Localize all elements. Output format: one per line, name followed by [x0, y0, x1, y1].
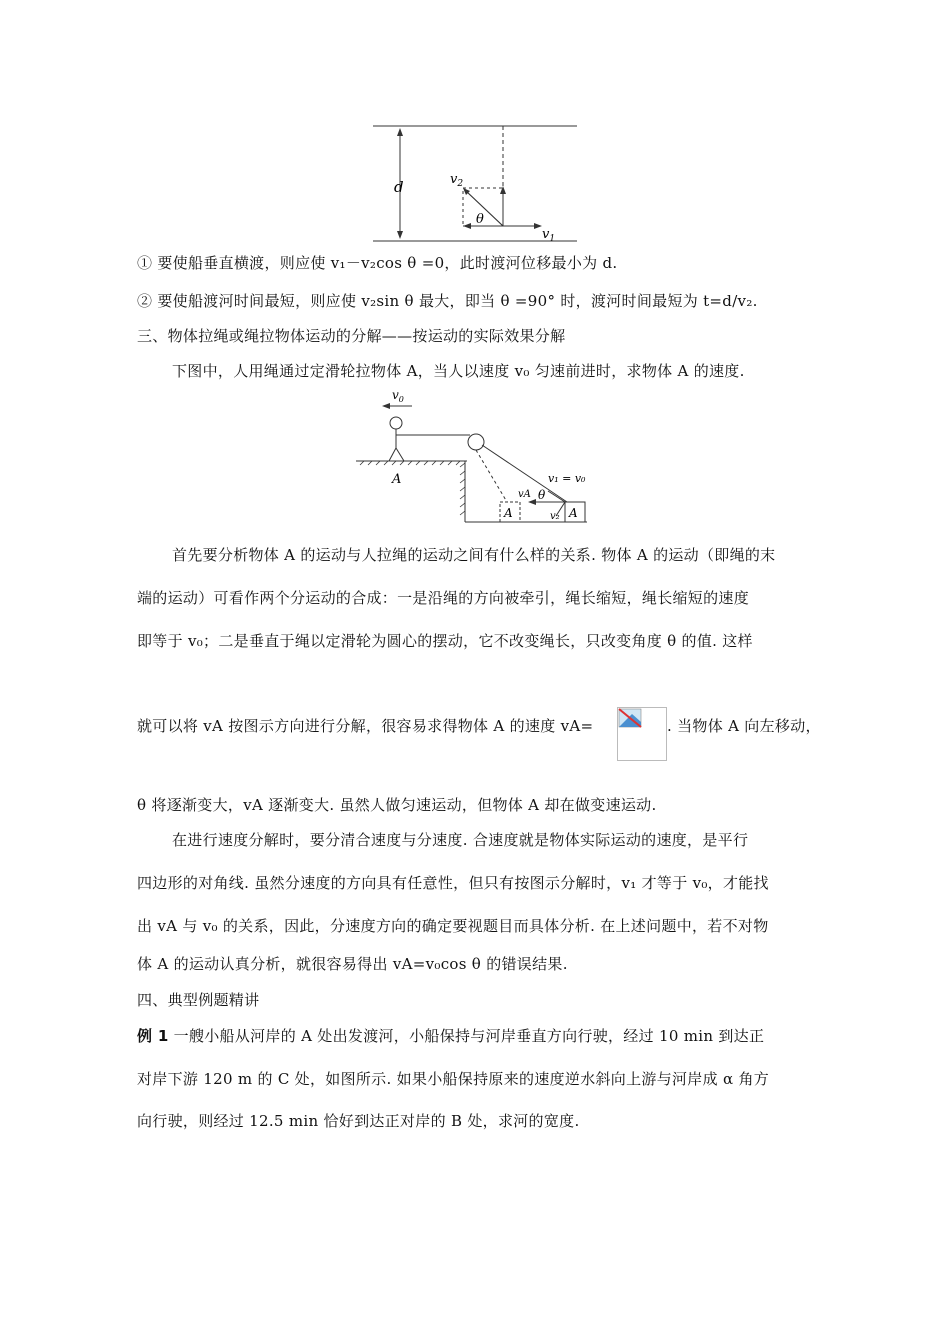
cliff-hatch	[460, 463, 465, 515]
v1-equals-v0-label: v₁ = v₀	[548, 472, 586, 485]
para2-line-b: 四边形的对角线. 虽然分速度的方向具有任意性，但只有按图示分解时，v₁ 才等于 v₀，才能找	[137, 874, 769, 892]
d-label: d	[394, 178, 404, 196]
section-heading-4: 四、典型例题精讲	[137, 991, 260, 1009]
person-label-A: A	[392, 472, 402, 487]
text-line-1: ① 要使船垂直横渡，则应使 v₁－v₂cos θ =0，此时渡河位移最小为 d.	[137, 254, 618, 272]
v0-label: $v_0$	[392, 388, 404, 404]
block-A-label: A	[569, 506, 578, 520]
example-text-a: 一艘小船从河岸的 A 处出发渡河，小船保持与河岸垂直方向行驶，经过 10 min 到达正	[168, 1027, 765, 1045]
v2-component-label: v₂	[550, 511, 560, 522]
example-line-a	[137, 1025, 764, 1046]
person-leg-right	[396, 448, 404, 461]
vA-label: vA	[518, 489, 531, 500]
example-label: 例 1	[137, 1027, 169, 1045]
v2-vector	[466, 191, 503, 226]
v0-arrowhead	[382, 403, 390, 409]
theta-angle-label: θ	[538, 488, 546, 502]
v1-arrowhead	[534, 223, 542, 229]
para1-line-a: 首先要分析物体 A 的运动与人拉绳的运动之间有什么样的关系. 物体 A 的运动（即绳的末	[172, 546, 776, 564]
ground-hatch	[360, 461, 460, 465]
para2-line-a: 在进行速度分解时，要分清合速度与分速度. 合速度就是物体实际运动的速度，是平行	[172, 831, 749, 849]
example-line-b: 对岸下游 120 m 的 C 处，如图所示. 如果小船保持原来的速度逆水斜向上游与河岸成 α 角方	[137, 1070, 770, 1088]
block-A-dashed-label: A	[504, 506, 513, 520]
width-arrow-top	[397, 128, 403, 136]
v2-label: $v_2$	[450, 172, 464, 189]
section-heading-3: 三、物体拉绳或绳拉物体运动的分解——按运动的实际效果分解	[137, 327, 566, 345]
pulley-figure	[352, 385, 602, 530]
river-crossing-figure	[370, 118, 580, 246]
theta-label: θ	[476, 212, 484, 227]
v1-label: $v_1$	[542, 227, 556, 244]
para2-line-c: 出 vA 与 v₀ 的关系，因此，分速度方向的确定要视题目而具体分析. 在上述问题中，若不对物	[137, 917, 769, 935]
text-line-4: 下图中，人用绳通过定滑轮拉物体 A，当人以速度 v₀ 匀速前进时，求物体 A 的速度.	[172, 362, 745, 380]
rope-dashed	[476, 450, 507, 502]
para1-line-d-right: . 当物体 A 向左移动，	[667, 717, 821, 735]
person-leg-left	[389, 448, 396, 461]
para1-line-d-left: 就可以将 vA 按图示方向进行分解，很容易求得物体 A 的速度 vA=	[137, 717, 594, 735]
width-arrow-bottom	[397, 231, 403, 239]
para1-line-e: θ 将逐渐变大，vA 逐渐变大. 虽然人做匀速运动，但物体 A 却在做变速运动.	[137, 796, 657, 814]
v1-component	[548, 491, 565, 502]
text-line-2: ② 要使船渡河时间最短，则应使 v₂sin θ 最大，即当 θ =90° 时，渡河时间最短为 t=d/v₂.	[137, 292, 758, 310]
river-direction-head	[463, 223, 471, 229]
para1-line-b: 端的运动）可看作两个分运动的合成：一是沿绳的方向被牵引，绳长缩短，绳长缩短的速度	[137, 589, 750, 607]
para1-line-c: 即等于 v₀；二是垂直于绳以定滑轮为圆心的摆动，它不改变绳长，只改变角度 θ 的值. 这样	[137, 632, 753, 650]
formula-image-icon	[617, 707, 667, 761]
person-head	[390, 417, 402, 429]
example-line-c: 向行驶，则经过 12.5 min 恰好到达正对岸的 B 处，求河的宽度.	[137, 1112, 580, 1130]
para2-line-d: 体 A 的运动认真分析，就很容易得出 vA=v₀cos θ 的错误结果.	[137, 955, 568, 973]
pulley-wheel	[468, 434, 484, 450]
